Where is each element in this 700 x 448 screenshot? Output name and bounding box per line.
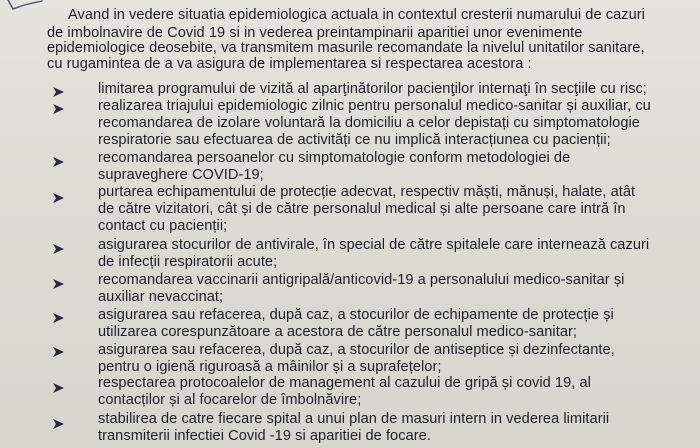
bullet-arrow-icon bbox=[52, 418, 66, 430]
measure-line: auxiliar nevaccinat; bbox=[98, 289, 224, 305]
measure-line: de către vizitatori, cât și de către personalul medical și alte persoane care intră în bbox=[98, 201, 626, 217]
measure-line: respectarea protocoalelor de management al cazului de gripă și covid 19, al bbox=[98, 375, 591, 391]
measure-line: purtarea echipamentului de protecție adecvat, respectiv măști, mănuși, halate, atât bbox=[98, 184, 636, 200]
bullet-arrow-icon bbox=[52, 346, 66, 358]
measure-line: limitarea programului de vizită al aparţinătorilor pacienţilor internaţi în secţiile cu risc; bbox=[98, 81, 647, 97]
measure-line: utilizarea corespunzătoare a acestora de către personalul medico-sanitar; bbox=[98, 324, 578, 340]
measure-line: realizarea triajului epidemiologic zilnic pentru personalul medico-sanitar și auxiliar, cu bbox=[98, 98, 651, 114]
bullet-arrow-icon bbox=[52, 156, 66, 168]
bullet-arrow-icon bbox=[52, 278, 66, 290]
intro-line: cu rugamintea de a va asigura de implementarea si respectarea acestora : bbox=[47, 56, 532, 72]
bullet-arrow-icon bbox=[52, 243, 66, 255]
bullet-arrow-icon bbox=[52, 382, 66, 394]
measure-line: stabilirea de catre fiecare spital a unui plan de masuri intern in vederea limitarii bbox=[98, 411, 610, 427]
measure-line: pentru o igienă riguroasă a mâinilor și a suprafețelor; bbox=[98, 359, 442, 375]
intro-line: de imbolnavire de Covid 19 si in vederea preintampinarii aparitiei unor evenimente bbox=[47, 25, 583, 41]
measure-line: respiratorie sau efectuarea de activități ce nu implică interacțiunea cu pacienții; bbox=[98, 132, 611, 148]
bullet-arrow-icon bbox=[52, 86, 66, 98]
measure-line: contact cu pacienții; bbox=[98, 218, 228, 234]
bullet-arrow-icon bbox=[52, 103, 66, 115]
measure-line: transmiterii infectiei Covid -19 si aparitiei de focare. bbox=[98, 428, 431, 444]
intro-line: Avand in vedere situatia epidemiologica actuala in contextul cresterii numarului de cazuri bbox=[68, 7, 645, 23]
measure-line: recomandarea persoanelor cu simptomatologie conform metodologiei de bbox=[98, 150, 571, 166]
measure-line: recomandarea de izolare voluntară la domiciliu a celor depistați cu simptomatologie bbox=[98, 115, 640, 131]
bullet-arrow-icon bbox=[52, 312, 66, 324]
measure-line: asigurarea stocurilor de antivirale, în special de către spitalele care internează cazuri bbox=[98, 237, 650, 253]
measure-line: asigurarea sau refacerea, după caz, a stocurilor de echipamente de protecție și bbox=[98, 307, 614, 323]
bullet-arrow-icon bbox=[52, 192, 66, 204]
measure-line: contacților și al focarelor de îmbolnăvire; bbox=[98, 392, 362, 408]
measure-line: supraveghere COVID-19; bbox=[98, 167, 264, 183]
measure-line: de infecții respiratorii acute; bbox=[98, 254, 278, 270]
handwritten-mark bbox=[0, 0, 70, 20]
intro-line: epidemiologice deosebite, va transmitem masurile recomandate la nivelul unitatilor sanitare, bbox=[47, 40, 645, 56]
measure-line: asigurarea sau refacerea, după caz, a stocurilor de antiseptice și dezinfectante, bbox=[98, 342, 615, 358]
measure-line: recomandarea vaccinarii antigripală/anticovid-19 a personalului medico-sanitar și bbox=[98, 272, 625, 288]
